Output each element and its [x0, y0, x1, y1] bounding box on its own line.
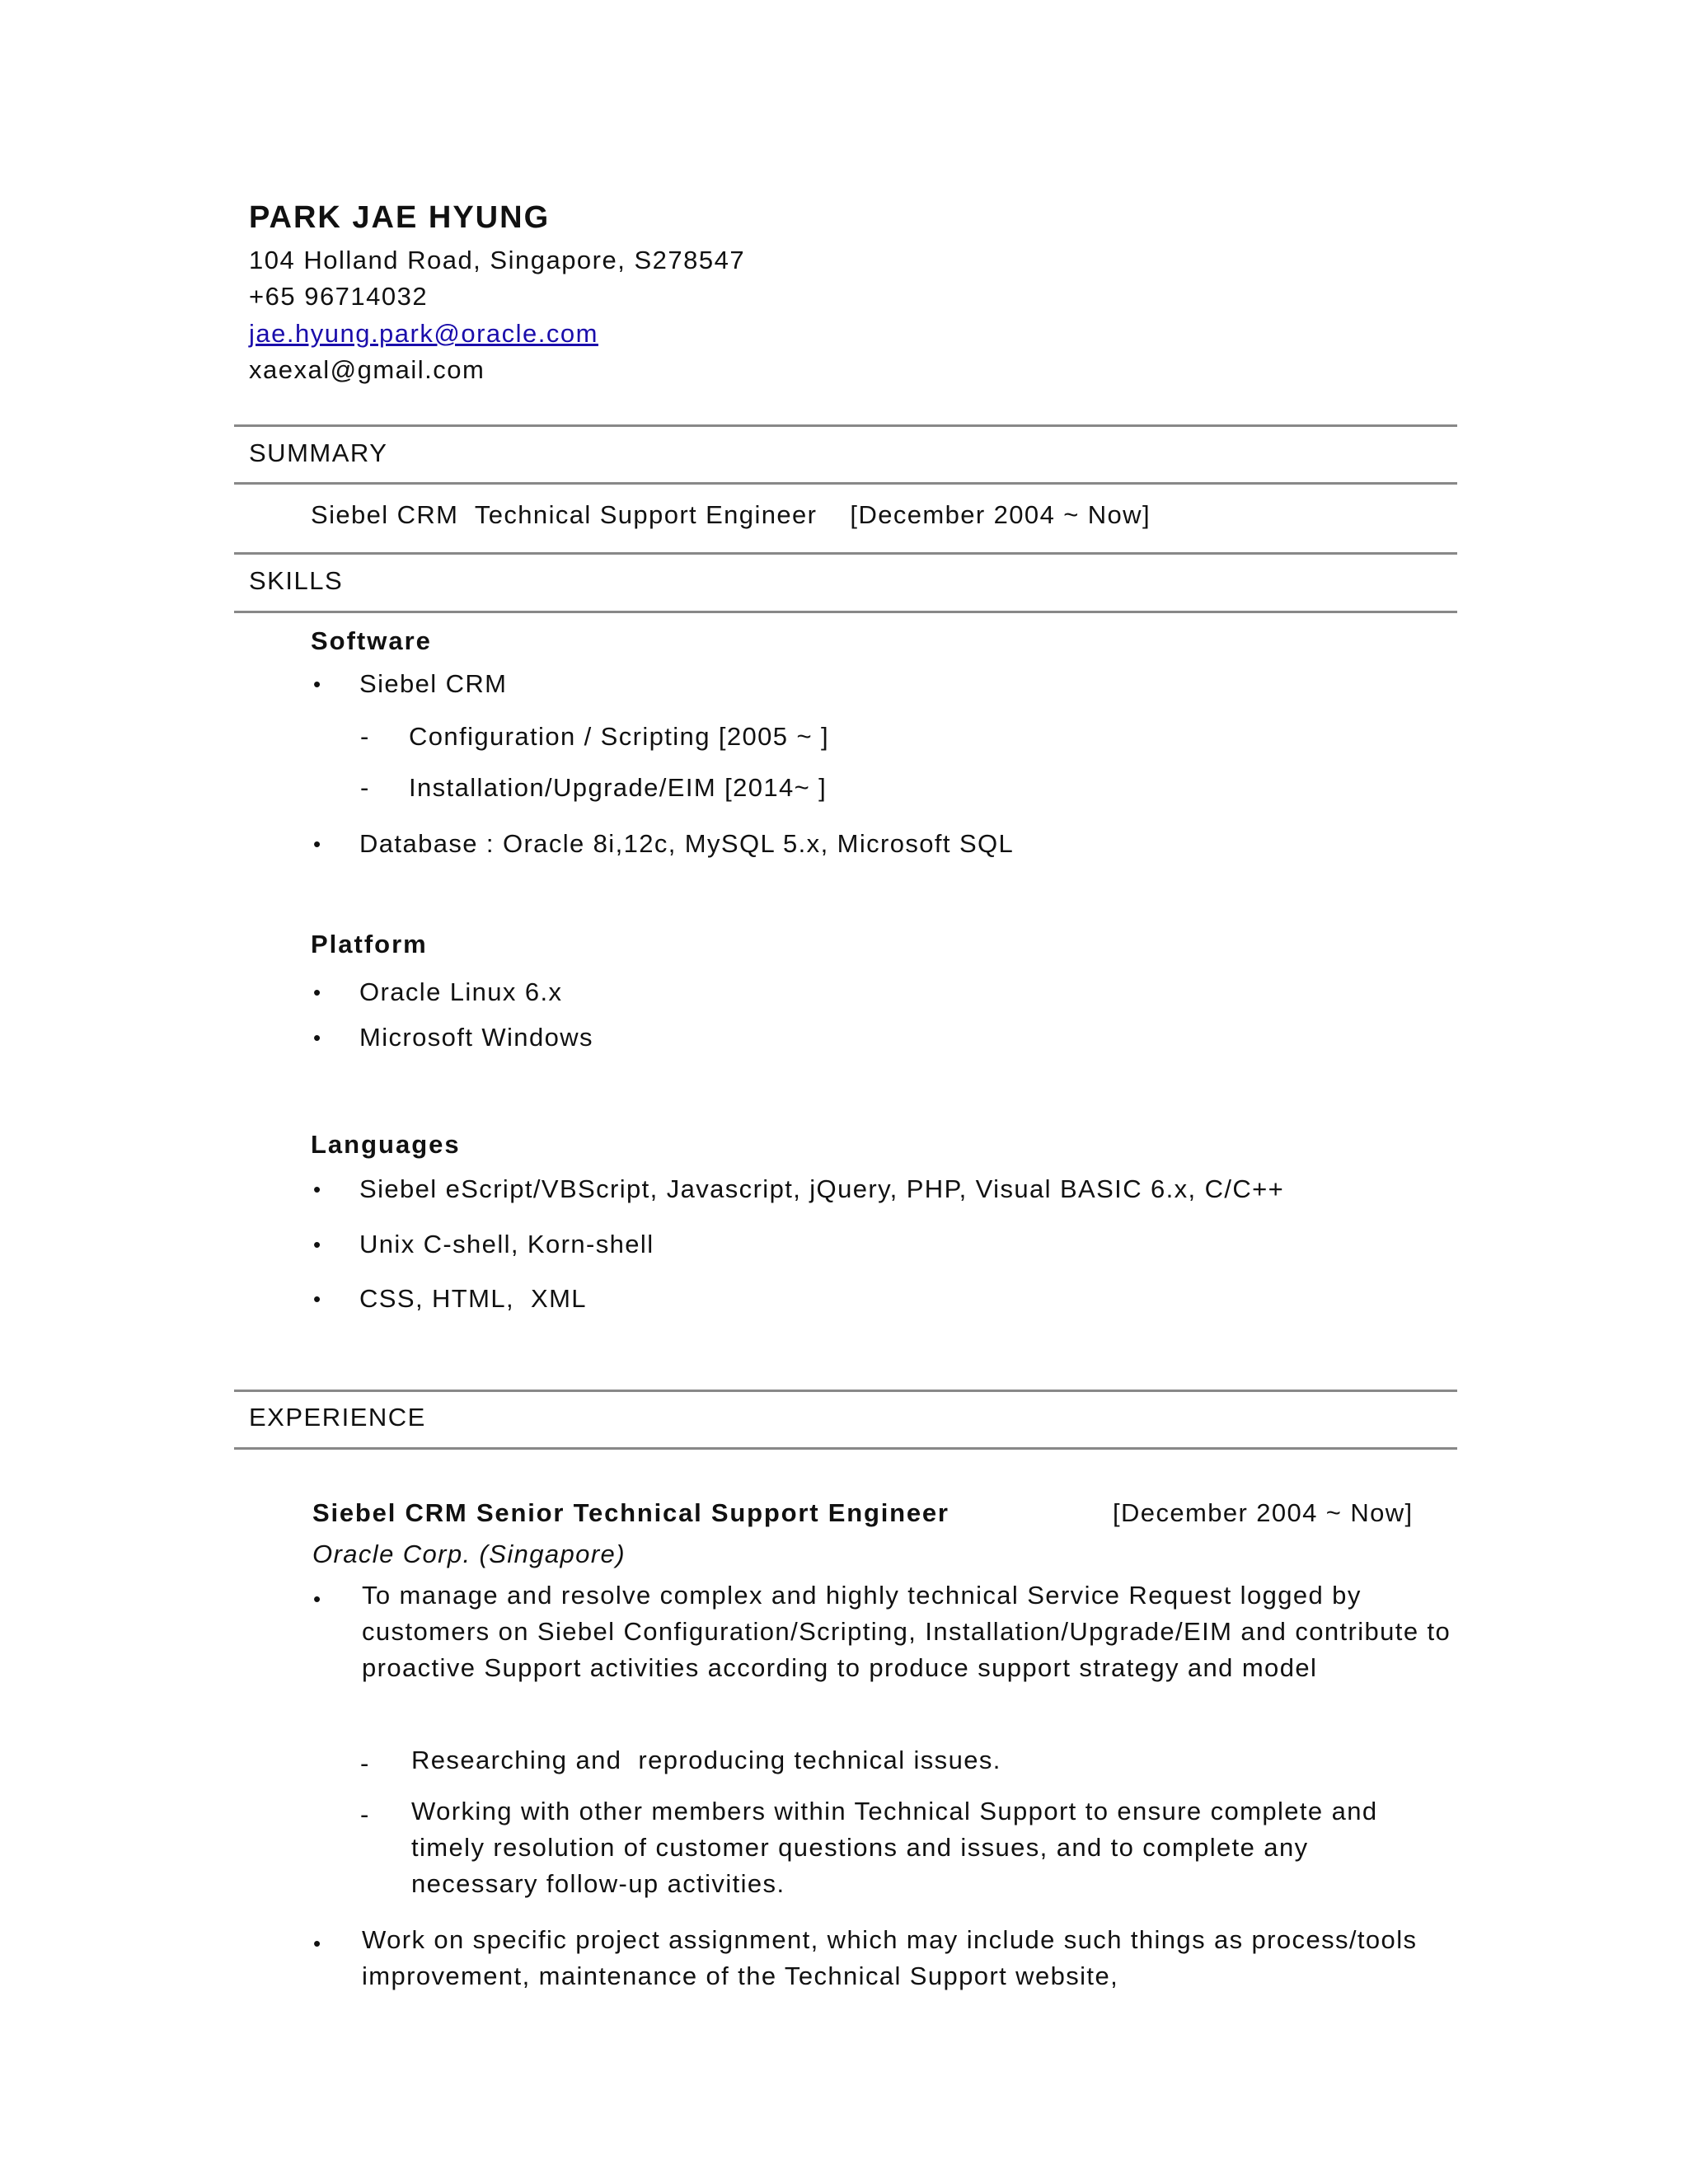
- section-divider: [234, 1390, 1457, 1392]
- phone-number: +65 96714032: [249, 282, 429, 311]
- address: 104 Holland Road, Singapore, S278547: [249, 246, 746, 274]
- skill-item: Unix C-shell, Korn-shell: [359, 1230, 654, 1258]
- work-email-link[interactable]: jae.hyung.park@oracle.com: [249, 319, 598, 348]
- section-divider: [234, 1447, 1457, 1450]
- summary-text: Siebel CRM Technical Support Engineer [December 2004 ~ Now]: [311, 500, 1151, 529]
- section-divider: [234, 552, 1457, 555]
- summary-heading: SUMMARY: [249, 438, 388, 467]
- bullet-icon: •: [313, 672, 321, 696]
- bullet-icon: •: [313, 1232, 321, 1257]
- languages-subheading: Languages: [311, 1130, 461, 1159]
- company-name: Oracle Corp. (Singapore): [312, 1540, 626, 1568]
- skills-heading: SKILLS: [249, 566, 344, 595]
- experience-heading: EXPERIENCE: [249, 1403, 426, 1432]
- dash-icon: -: [360, 722, 369, 751]
- software-subheading: Software: [311, 626, 432, 655]
- bullet-icon: •: [313, 1177, 321, 1202]
- section-divider: [234, 424, 1457, 427]
- skill-item: Oracle Linux 6.x: [359, 977, 563, 1006]
- skill-item: Microsoft Windows: [359, 1023, 593, 1052]
- job-subduty: Working with other members within Technical Support to ensure complete and timely resolution of customer questions and issues, and to complete any necessary follow-up activities.: [411, 1797, 1378, 1898]
- section-divider: [234, 482, 1457, 485]
- bullet-icon: •: [313, 1586, 321, 1611]
- job-subduty: Researching and reproducing technical issues.: [411, 1746, 1001, 1774]
- platform-subheading: Platform: [311, 930, 428, 958]
- bullet-icon: •: [313, 1025, 321, 1050]
- skill-subitem: Configuration / Scripting [2005 ~ ]: [409, 722, 829, 751]
- candidate-name: PARK JAE HYUNG: [249, 200, 551, 235]
- bullet-icon: •: [313, 1931, 321, 1956]
- bullet-icon: •: [313, 980, 321, 1005]
- dash-icon: -: [360, 773, 369, 802]
- skill-item: Siebel eScript/VBScript, Javascript, jQuery, PHP, Visual BASIC 6.x, C/C++: [359, 1174, 1285, 1203]
- job-dates: [December 2004 ~ Now]: [1113, 1498, 1414, 1527]
- personal-email: xaexal@gmail.com: [249, 355, 485, 384]
- skill-item: Siebel CRM: [359, 669, 508, 698]
- dash-icon: -: [360, 1749, 369, 1778]
- bullet-icon: •: [313, 832, 321, 856]
- section-divider: [234, 611, 1457, 613]
- dash-icon: -: [360, 1800, 369, 1829]
- job-duty: Work on specific project assignment, which may include such things as process/tools improvement, maintenance of the Technical Support website,: [362, 1925, 1418, 1990]
- bullet-icon: •: [313, 1286, 321, 1311]
- skill-item: CSS, HTML, XML: [359, 1284, 587, 1313]
- skill-item: Database : Oracle 8i,12c, MySQL 5.x, Microsoft SQL: [359, 829, 1015, 858]
- skill-subitem: Installation/Upgrade/EIM [2014~ ]: [409, 773, 828, 802]
- job-title: Siebel CRM Senior Technical Support Engineer: [312, 1498, 950, 1527]
- job-duty: To manage and resolve complex and highly technical Service Request logged by customers on Siebel Configuration/Scripting, Installation/Upgrade/EIM and contribute to proactive Support activities according to produce support strategy and model: [362, 1581, 1451, 1682]
